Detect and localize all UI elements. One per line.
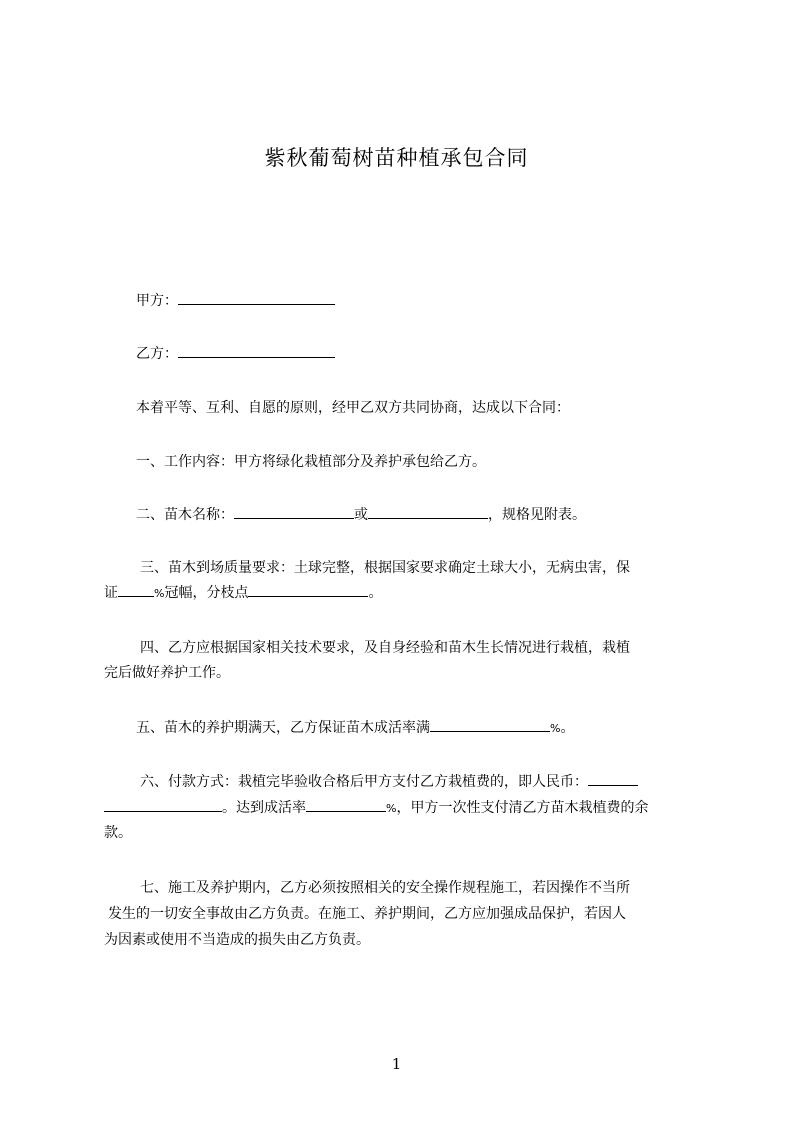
clause-2-suffix: ，规格见附表。 bbox=[488, 507, 586, 523]
clause-7-line-2: 发生的一切安全事故由乙方负责。在施工、养护期间，乙方应加强成品保护，若因人 bbox=[108, 906, 626, 922]
clause-2-prefix: 二、苗木名称： bbox=[136, 507, 234, 523]
payment-amount-blank-1[interactable] bbox=[588, 770, 638, 786]
party-a-label: 甲方： bbox=[136, 293, 178, 309]
clause-4-line-2: 完后做好养护工作。 bbox=[104, 665, 230, 681]
clause-6-line-3: 款。 bbox=[104, 825, 132, 841]
clause-4-line-1: 四、乙方应根据国家相关技术要求，及自身经验和苗木生长情况进行栽植，栽植 bbox=[140, 640, 630, 656]
party-b-label: 乙方： bbox=[136, 346, 178, 362]
clause-6-line-2 bbox=[104, 796, 648, 821]
seedling-name-blank-1[interactable] bbox=[234, 503, 354, 519]
branch-point-blank[interactable] bbox=[248, 581, 368, 597]
party-b-blank[interactable] bbox=[178, 342, 335, 358]
clause-5 bbox=[136, 716, 574, 741]
clause-6-line-1 bbox=[140, 770, 638, 794]
clause-6-text: 六、付款方式：栽植完毕验收合格后甲方支付乙方栽植费的，即人民币： bbox=[140, 774, 588, 790]
seedling-name-blank-2[interactable] bbox=[368, 503, 488, 519]
clause-5-suffix: 。 bbox=[560, 720, 575, 736]
document-title: 紫秋葡萄树苗种植承包合同 bbox=[264, 146, 529, 170]
clause-3-prefix: 证 bbox=[104, 585, 118, 601]
clause-5-prefix: 五、苗木的养护期满天，乙方保证苗木成活率满 bbox=[136, 720, 430, 736]
clause-1: 一、工作内容：甲方将绿化栽植部分及养护承包给乙方。 bbox=[136, 454, 486, 470]
page-number: 1 bbox=[391, 1055, 402, 1073]
clause-6-unit: % bbox=[386, 802, 397, 815]
clause-3-unit: % bbox=[154, 587, 165, 600]
clause-3-suffix: 。 bbox=[368, 585, 383, 601]
clause-2-middle: 或 bbox=[354, 507, 368, 523]
party-b-line bbox=[136, 342, 335, 366]
clause-2 bbox=[136, 503, 586, 527]
party-a-blank[interactable] bbox=[178, 289, 335, 305]
clause-7-line-3: 为因素或使用不当造成的损失由乙方负责。 bbox=[104, 932, 370, 948]
party-a-line bbox=[136, 289, 335, 313]
clause-7-line-1: 七、施工及养护期内，乙方必须按照相关的安全操作规程施工，若因操作不当所 bbox=[140, 880, 630, 896]
survival-rate-target-blank[interactable] bbox=[306, 796, 386, 812]
clause-6-suffix: ，甲方一次性支付清乙方苗木栽植费的余 bbox=[396, 800, 649, 816]
clause-3-middle: 冠幅，分枝点 bbox=[164, 585, 249, 601]
clause-3-line-1: 三、苗木到场质量要求：土球完整，根据国家要求确定土球大小，无病虫害，保 bbox=[140, 560, 630, 576]
payment-amount-blank-2[interactable] bbox=[104, 796, 222, 812]
clause-5-unit: % bbox=[550, 722, 561, 735]
intro-paragraph: 本着平等、互利、自愿的原则，经甲乙双方共同协商，达成以下合同： bbox=[136, 400, 570, 416]
clause-3-line-2 bbox=[104, 581, 382, 606]
clause-6-middle: 。达到成活率 bbox=[222, 800, 306, 816]
survival-rate-blank[interactable] bbox=[430, 716, 550, 732]
crown-width-blank[interactable] bbox=[118, 581, 154, 597]
